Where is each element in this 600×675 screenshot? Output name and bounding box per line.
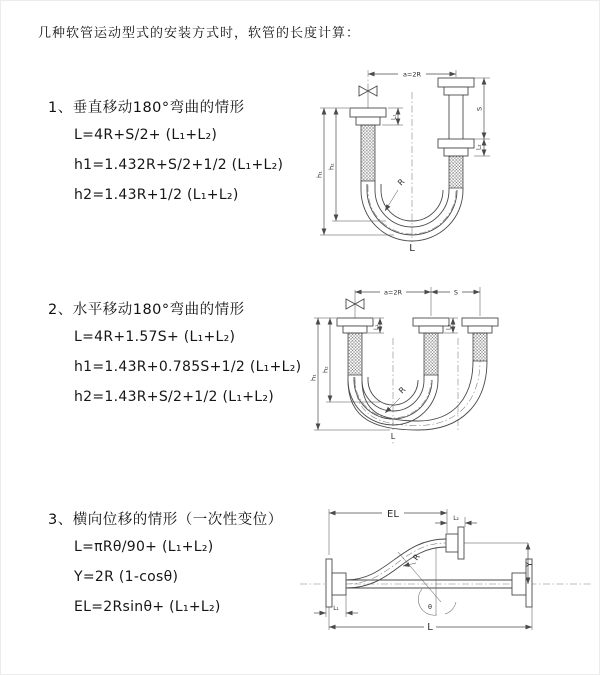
dim-l1-label: L₁: [391, 114, 398, 120]
dim-y-label: Y: [525, 562, 534, 567]
formula-line: h2=1.43R+S/2+1/2 (L₁+L₂): [74, 389, 275, 405]
formula-line: h2=1.43R+1/2 (L₁+L₂): [74, 187, 239, 203]
left-flange: [337, 318, 373, 375]
dim-l1-label: L₁: [333, 606, 339, 612]
end-fitting-dimension-top: [435, 516, 477, 527]
dim-h1-label: h₁: [309, 374, 318, 381]
page-title: 几种软管运动型式的安装方式时，软管的长度计算：: [38, 26, 361, 41]
end-fitting-dimension-bottom: [314, 595, 358, 617]
radius-label: R: [397, 385, 408, 396]
dim-h2-label: h₂: [327, 163, 336, 170]
formula-line: h1=1.43R+0.785S+1/2 (L₁+L₂): [74, 359, 302, 375]
dim-a-label: a=2R: [383, 288, 403, 297]
hose-shifted-position: [348, 361, 487, 430]
braided-hose-section: [361, 125, 375, 181]
diagram-horizontal-180: [298, 280, 598, 459]
displaced-hose-curve: [346, 527, 464, 588]
stroke-dimensions: [474, 78, 490, 156]
section-1: [48, 96, 283, 210]
middle-flange: [413, 318, 449, 375]
formula-line: h1=1.432R+S/2+1/2 (L₁+L₂): [74, 157, 284, 173]
right-pipe: [438, 78, 474, 188]
left-flange: [350, 108, 386, 125]
formula-line: L=4R+S/2+ (L₁+L₂): [74, 127, 218, 143]
formula-line: EL=2Rsinθ+ (L₁+L₂): [74, 599, 221, 615]
dim-h2-label: h₂: [321, 366, 330, 373]
section-2-heading: 2、水平移动180°弯曲的情形: [48, 302, 245, 318]
height-dimensions: [316, 108, 395, 235]
valve-icon: [359, 84, 377, 108]
dim-s-label: S: [453, 288, 459, 297]
valve-icon: [346, 290, 364, 318]
radius-callout: [403, 552, 422, 566]
right-flange: [462, 318, 498, 361]
section-2: [48, 298, 301, 412]
length-label-group: [388, 431, 399, 441]
length-label: L: [409, 243, 415, 254]
section-1-heading: 1、垂直移动180°弯曲的情形: [48, 100, 245, 116]
diagram-vertical-180: [306, 64, 546, 258]
dim-l1-label: L₁: [374, 324, 380, 330]
dim-a-label: a=2R: [402, 70, 422, 79]
formula-line: L=4R+1.57S+ (L₁+L₂): [74, 329, 236, 345]
formula-line: L=πRθ/90+ (L₁+L₂): [74, 539, 214, 555]
dim-h1-label: h₁: [315, 171, 324, 178]
diagram-lateral-displacement: [296, 497, 596, 651]
dim-l2-label: L₂: [453, 516, 459, 522]
left-flange: [326, 559, 346, 607]
radius-label: R: [396, 177, 407, 188]
dimension-a-s: [355, 287, 480, 316]
radius-label: R: [411, 552, 422, 563]
angle-construction: [398, 547, 456, 615]
dim-l2-label: L₂: [476, 144, 483, 150]
length-label: L: [390, 432, 396, 441]
section-3: [48, 508, 283, 622]
angle-label: θ: [428, 603, 432, 611]
dim-el-label: EL: [387, 509, 399, 520]
length-label: L: [427, 622, 433, 633]
dim-l2-label: L₂: [446, 324, 453, 330]
el-dimension: [329, 507, 447, 555]
length-label-group: [406, 242, 418, 254]
dim-s-label: S: [475, 106, 484, 111]
section-3-heading: 3、横向位移的情形（一次性变位）: [48, 512, 283, 528]
dimension-a: [368, 70, 456, 79]
formula-line: Y=2R (1-cosθ): [74, 569, 179, 585]
radius-callout: [385, 177, 407, 211]
